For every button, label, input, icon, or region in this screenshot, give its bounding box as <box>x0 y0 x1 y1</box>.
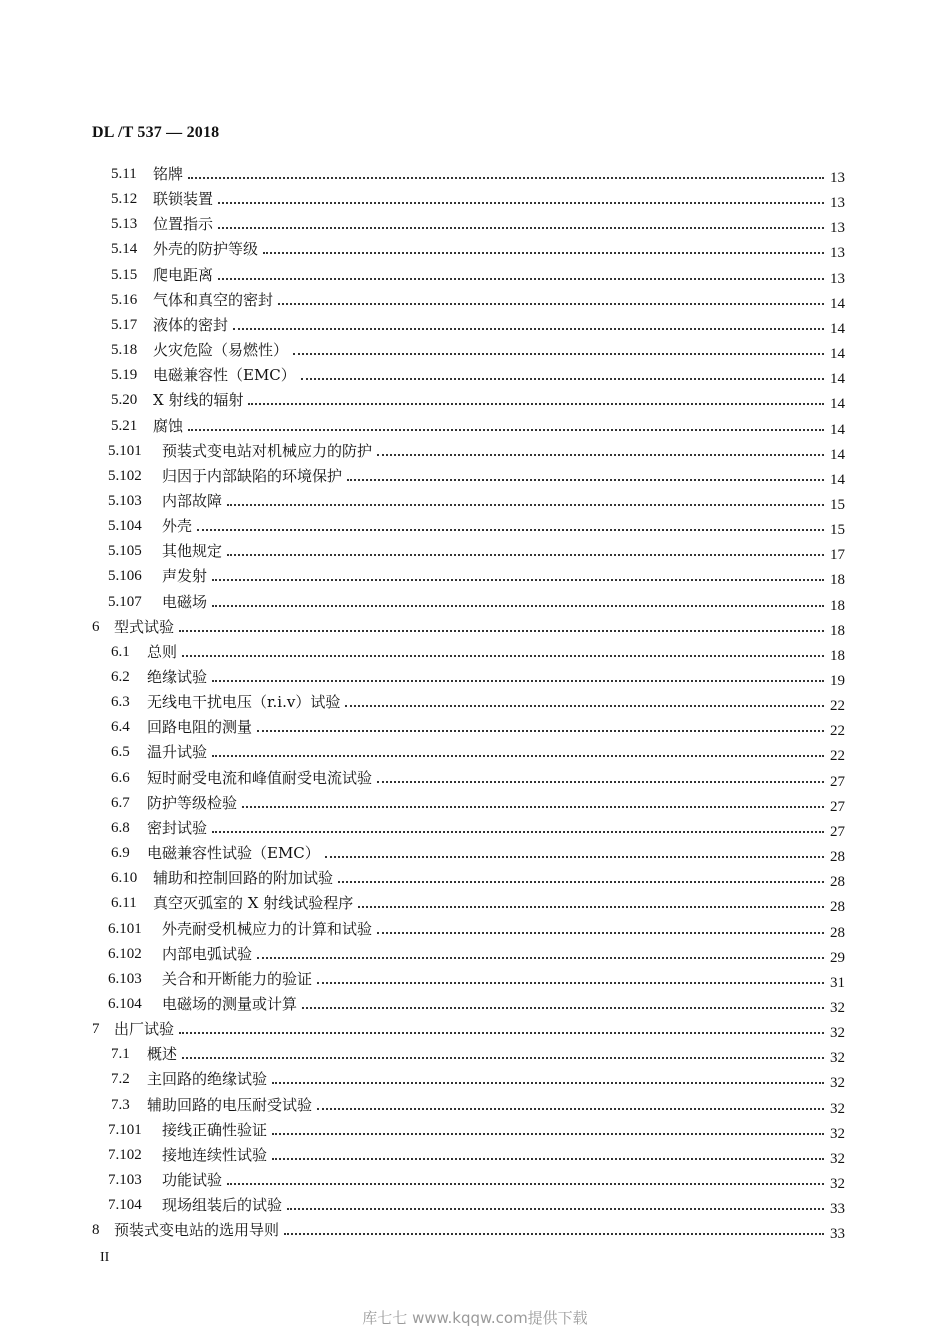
toc-entry[interactable] <box>111 284 845 312</box>
toc-entry[interactable] <box>108 586 845 614</box>
toc-dot-leader <box>197 529 824 531</box>
toc-entry-title: 辅助回路的电压耐受试验 <box>147 1095 313 1114</box>
toc-entry[interactable] <box>108 485 845 513</box>
toc-entry-number: 6.7 <box>111 794 130 811</box>
toc-entry-title: 现场组装后的试验 <box>162 1196 283 1215</box>
toc-entry-page: 13 <box>830 270 845 287</box>
toc-entry-number: 6.4 <box>111 719 130 736</box>
toc-dot-leader <box>272 1158 824 1160</box>
toc-entry[interactable] <box>108 988 845 1016</box>
toc-entry-page: 28 <box>830 899 845 916</box>
toc-entry[interactable] <box>111 887 845 916</box>
toc-entry-title: 短时耐受电流和峰值耐受电流试验 <box>147 768 373 787</box>
toc-entry-title: 无线电干扰电压（r.i.v）试验 <box>147 693 341 712</box>
toc-entry[interactable] <box>111 686 845 715</box>
toc-entry-number: 5.11 <box>111 166 137 182</box>
toc-entry-page: 27 <box>830 798 845 815</box>
toc-dot-leader <box>218 278 824 280</box>
toc-dot-leader <box>182 655 824 657</box>
toc-entry-number: 5.19 <box>111 367 138 384</box>
toc-dot-leader <box>212 831 824 833</box>
toc-entry-title: 归因于内部缺陷的环境保护 <box>162 466 343 485</box>
toc-entry[interactable] <box>108 1164 845 1192</box>
toc-dot-leader <box>227 1183 824 1185</box>
page-number: II <box>100 1250 110 1265</box>
toc-entry-number: 6.103 <box>108 970 142 987</box>
toc-entry[interactable] <box>111 1038 845 1067</box>
toc-entry-page: 14 <box>830 346 845 363</box>
toc-dot-leader <box>272 1082 824 1084</box>
toc-entry-number: 7.2 <box>111 1071 130 1088</box>
toc-entry-title: 接地连续性试验 <box>162 1145 268 1164</box>
toc-entry-page: 13 <box>830 220 845 237</box>
toc-entry-page: 13 <box>830 195 845 212</box>
toc-dot-leader <box>179 1032 824 1034</box>
toc-dot-leader <box>377 932 824 934</box>
toc-entry-number: 5.107 <box>108 593 142 610</box>
toc-entry-number: 5.14 <box>111 241 138 258</box>
toc-entry-number: 6.8 <box>111 819 130 836</box>
toc-dot-leader <box>182 1057 824 1059</box>
toc-entry[interactable] <box>108 535 845 564</box>
toc-entry[interactable] <box>111 1063 845 1092</box>
toc-entry-title: 外壳耐受机械应力的计算和试验 <box>162 919 373 938</box>
toc-entry[interactable] <box>108 938 845 966</box>
toc-entry-title: 预装式变电站对机械应力的防护 <box>162 441 373 460</box>
toc-entry[interactable] <box>111 259 845 287</box>
toc-entry-number: 6.5 <box>111 744 130 761</box>
toc-entry-page: 18 <box>830 647 845 664</box>
toc-dot-leader <box>301 378 824 380</box>
toc-entry-page: 18 <box>830 622 845 639</box>
toc-entry-page: 27 <box>830 823 845 840</box>
toc-dot-leader <box>188 177 824 179</box>
toc-entry-number: 6.3 <box>111 694 130 711</box>
toc-entry-number: 5.15 <box>111 266 138 283</box>
toc-entry-number: 7.102 <box>108 1146 142 1163</box>
toc-entry[interactable] <box>108 435 845 463</box>
toc-entry[interactable] <box>111 334 845 363</box>
toc-entry-number: 7 <box>92 1021 100 1038</box>
toc-entry-title: 总则 <box>147 642 178 661</box>
toc-entry-page: 14 <box>830 371 845 388</box>
toc-entry-page: 14 <box>830 446 845 463</box>
toc-entry-title: 内部故障 <box>162 491 223 510</box>
toc-dot-leader <box>317 1108 824 1110</box>
toc-dot-leader <box>248 403 824 405</box>
toc-entry-page: 32 <box>830 1176 845 1192</box>
toc-entry-title: 温升试验 <box>147 743 208 762</box>
toc-entry-title: X 射线的辐射 <box>153 391 244 410</box>
toc-entry-number: 5.106 <box>108 568 142 585</box>
toc-entry-page: 33 <box>830 1226 845 1243</box>
watermark-text: 库七七 www.kqqw.com提供下载 <box>362 1309 588 1327</box>
toc-entry-title: 外壳的防护等级 <box>153 240 259 259</box>
toc-entry-number: 5.17 <box>111 316 138 333</box>
toc-entry-number: 6.104 <box>108 995 142 1012</box>
toc-entry-number: 5.16 <box>111 291 138 308</box>
toc-dot-leader <box>377 781 824 783</box>
toc-entry-page: 14 <box>830 320 845 337</box>
toc-dot-leader <box>218 227 824 229</box>
toc-entry[interactable] <box>111 661 845 689</box>
toc-entry-number: 6.101 <box>108 920 142 937</box>
toc-entry-page: 31 <box>830 974 845 991</box>
toc-entry-title: 气体和真空的密封 <box>153 290 274 309</box>
toc-entry-number: 5.12 <box>111 191 138 208</box>
toc-entry[interactable] <box>108 1139 845 1167</box>
toc-entry[interactable] <box>111 636 845 664</box>
toc-entry-title: 概述 <box>147 1045 178 1064</box>
toc-entry-page: 29 <box>830 949 845 966</box>
toc-dot-leader <box>325 856 824 858</box>
toc-entry-page: 28 <box>830 924 845 941</box>
toc-entry-number: 6.11 <box>111 895 137 912</box>
toc-dot-leader <box>345 705 824 707</box>
toc-entry-page: 32 <box>830 1075 845 1092</box>
toc-dot-leader <box>302 1007 824 1009</box>
toc-entry[interactable] <box>92 1013 845 1042</box>
toc-entry-number: 6.9 <box>111 845 130 862</box>
toc-entry-number: 5.101 <box>108 442 142 459</box>
toc-dot-leader <box>278 303 824 305</box>
toc-entry-number: 5.105 <box>108 543 142 560</box>
toc-entry-title: 回路电阻的测量 <box>147 718 253 737</box>
toc-entry[interactable] <box>108 963 845 991</box>
toc-entry-number: 7.101 <box>108 1121 142 1138</box>
toc-dot-leader <box>212 680 824 682</box>
toc-entry[interactable] <box>108 1114 845 1142</box>
toc-entry-number: 6 <box>92 618 100 635</box>
toc-dot-leader <box>287 1208 824 1210</box>
toc-dot-leader <box>347 479 824 481</box>
toc-entry-title: 电磁兼容性（EMC） <box>153 366 296 385</box>
toc-dot-leader <box>218 202 824 204</box>
toc-dot-leader <box>272 1133 824 1135</box>
toc-entry-title: 火灾危险（易燃性） <box>153 341 289 360</box>
toc-entry-number: 5.20 <box>111 392 138 409</box>
toc-entry-number: 6.102 <box>108 945 142 962</box>
toc-entry-page: 14 <box>830 295 845 312</box>
toc-entry-page: 19 <box>830 673 845 689</box>
toc-entry[interactable] <box>111 208 845 237</box>
toc-entry-title: 型式试验 <box>114 617 175 636</box>
toc-entry[interactable] <box>111 384 845 413</box>
toc-entry-title: 主回路的绝缘试验 <box>147 1070 268 1089</box>
toc-entry-page: 28 <box>830 849 845 866</box>
toc-entry-number: 5.102 <box>108 467 142 484</box>
toc-entry-page: 18 <box>830 597 845 614</box>
toc-entry-title: 内部电弧试验 <box>162 944 253 963</box>
toc-dot-leader <box>317 982 824 984</box>
toc-entry-number: 6.2 <box>111 669 130 685</box>
toc-entry-title: 真空灭弧室的 X 射线试验程序 <box>153 894 354 913</box>
toc-dot-leader <box>227 504 824 506</box>
toc-entry-title: 辅助和控制回路的附加试验 <box>153 869 334 888</box>
toc-entry[interactable] <box>111 410 845 438</box>
toc-entry-title: 电磁场的测量或计算 <box>162 994 298 1013</box>
toc-entry-title: 预装式变电站的选用导则 <box>114 1221 280 1240</box>
toc-entry-number: 5.13 <box>111 216 138 233</box>
toc-entry[interactable] <box>111 183 845 212</box>
toc-entry-title: 爬电距离 <box>153 265 214 284</box>
toc-entry-title: 联锁装置 <box>153 190 214 209</box>
toc-entry-title: 外壳 <box>162 517 193 536</box>
toc-dot-leader <box>212 579 824 581</box>
toc-dot-leader <box>257 957 824 959</box>
toc-entry-title: 功能试验 <box>162 1171 223 1189</box>
toc-dot-leader <box>233 328 824 330</box>
toc-entry-title: 腐蚀 <box>153 416 184 435</box>
toc-entry[interactable] <box>108 460 845 488</box>
toc-entry-title: 位置指示 <box>153 215 214 234</box>
toc-entry[interactable] <box>111 359 845 388</box>
toc-entry[interactable] <box>111 233 845 262</box>
toc-entry-page: 32 <box>830 1050 845 1067</box>
toc-entry-page: 13 <box>830 245 845 262</box>
toc-entry-number: 5.103 <box>108 492 142 509</box>
toc-entry[interactable] <box>111 787 845 815</box>
toc-dot-leader <box>358 906 824 908</box>
toc-entry[interactable] <box>111 309 845 337</box>
toc-entry-page: 22 <box>830 723 845 740</box>
toc-entry-number: 7.1 <box>111 1046 130 1063</box>
toc-entry[interactable] <box>108 913 845 941</box>
toc-entry-page: 27 <box>830 773 845 790</box>
toc-dot-leader <box>227 554 824 556</box>
toc-entry-title: 铭牌 <box>153 165 184 183</box>
toc-entry-page: 13 <box>830 170 845 186</box>
toc-entry-number: 5.21 <box>111 417 138 434</box>
toc-entry[interactable] <box>111 812 845 840</box>
toc-entry-title: 防护等级检验 <box>147 793 238 812</box>
toc-dot-leader <box>263 252 824 254</box>
toc-entry[interactable] <box>111 862 845 891</box>
toc-dot-leader <box>338 881 824 883</box>
toc-entry-title: 绝缘试验 <box>147 668 208 686</box>
toc-dot-leader <box>284 1233 824 1235</box>
toc-entry-page: 14 <box>830 396 845 413</box>
toc-entry-page: 14 <box>830 471 845 488</box>
toc-entry-number: 6.6 <box>111 769 130 786</box>
toc-dot-leader <box>188 429 824 431</box>
toc-dot-leader <box>212 605 824 607</box>
toc-entry-page: 14 <box>830 421 845 438</box>
toc-dot-leader <box>242 806 824 808</box>
toc-entry-title: 声发射 <box>162 567 208 586</box>
toc-entry-page: 33 <box>830 1201 845 1218</box>
toc-dot-leader <box>179 630 824 632</box>
toc-entry-title: 接线正确性验证 <box>162 1120 268 1139</box>
toc-entry[interactable] <box>92 1214 845 1243</box>
toc-entry[interactable] <box>111 711 845 740</box>
toc-entry-page: 32 <box>830 1100 845 1117</box>
document-header: DL /T 537 — 2018 <box>92 124 220 141</box>
toc-entry-number: 5.104 <box>108 518 142 535</box>
toc-entry-number: 8 <box>92 1222 100 1239</box>
toc-entry-title: 出厂试验 <box>114 1020 175 1039</box>
toc-dot-leader <box>293 353 824 355</box>
toc-entry-page: 32 <box>830 999 845 1016</box>
toc-entry-page: 18 <box>830 572 845 589</box>
toc-entry[interactable] <box>108 510 845 539</box>
toc-entry-number: 6.10 <box>111 870 138 887</box>
toc-entry-page: 32 <box>830 1025 845 1042</box>
toc-entry-page: 28 <box>830 874 845 891</box>
toc-entry-page: 17 <box>830 547 845 564</box>
toc-entry-page: 15 <box>830 496 845 513</box>
toc-entry-title: 电磁兼容性试验（EMC） <box>147 844 320 863</box>
toc-dot-leader <box>212 755 824 757</box>
toc-entry-page: 32 <box>830 1150 845 1167</box>
toc-entry-title: 密封试验 <box>147 818 208 837</box>
toc-entry-number: 7.104 <box>108 1197 142 1214</box>
toc-entry[interactable] <box>111 736 845 765</box>
toc-entry[interactable] <box>108 1189 845 1218</box>
toc-entry-number: 5.18 <box>111 342 138 359</box>
toc-entry-page: 15 <box>830 522 845 539</box>
toc-entry[interactable] <box>111 158 845 186</box>
toc-entry[interactable] <box>111 837 845 866</box>
toc-entry-number: 7.3 <box>111 1096 130 1113</box>
toc-dot-leader <box>377 454 824 456</box>
toc-entry[interactable] <box>108 560 845 589</box>
toc-dot-leader <box>257 730 824 732</box>
toc-entry-title: 液体的密封 <box>153 315 229 334</box>
toc-entry[interactable] <box>92 611 845 639</box>
toc-entry-page: 22 <box>830 748 845 765</box>
toc-entry-page: 32 <box>830 1125 845 1142</box>
toc-entry-number: 7.103 <box>108 1172 142 1188</box>
toc-entry-title: 关合和开断能力的验证 <box>162 969 313 988</box>
toc-entry-title: 电磁场 <box>162 592 208 611</box>
toc-entry-number: 6.1 <box>111 643 130 660</box>
toc-entry[interactable] <box>111 762 845 790</box>
toc-entry-page: 22 <box>830 698 845 715</box>
toc-entry-title: 其他规定 <box>162 542 223 561</box>
toc-entry[interactable] <box>111 1089 845 1117</box>
